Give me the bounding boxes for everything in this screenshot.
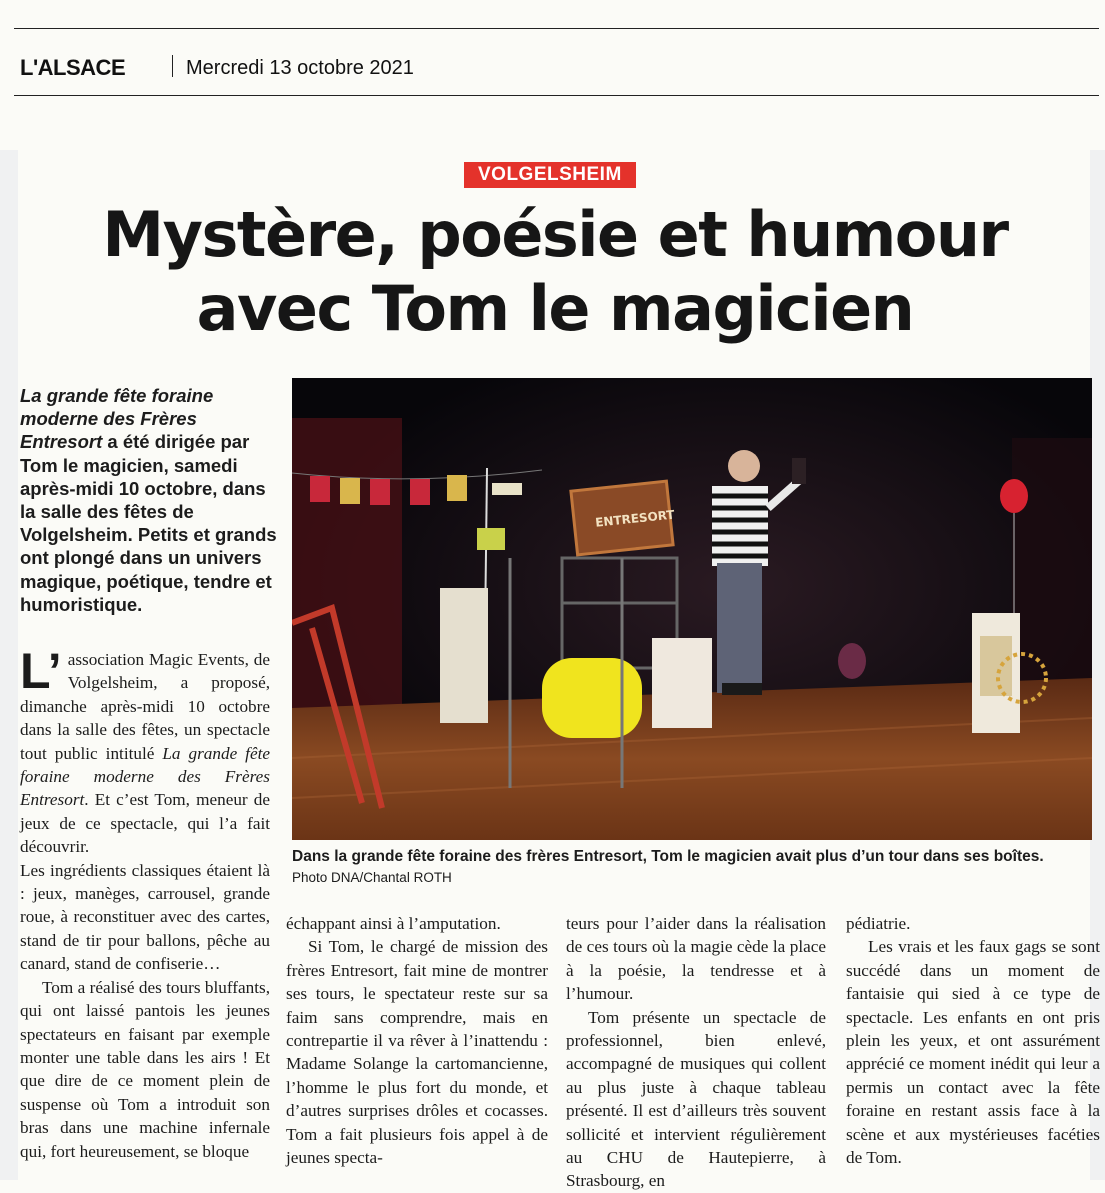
bleed-through-left <box>0 150 18 1180</box>
body-paragraph: Si Tom, le chargé de mission des frères Entresort, fait mine de montrer ses tours, le spectateur reste sur sa faim sans comprendre, mais en contrepartie il va rêver à l’inattendu : Madame Solange la cartomancienne, l’homme le plus fort du monde, et d’autres surprises drôles et cocasses. Tom a fait plusieurs fois appel à de jeunes specta- <box>286 937 548 1168</box>
photo-box-sign: ENTRESORT <box>594 507 676 530</box>
body-paragraph: Tom a réalisé des tours bluffants, qui ont laissé pantois les jeunes spectateurs en faisant par exemple monter une table dans les airs ! Et que dire de ce moment plein de suspense où Tom a introduit son bras dans une machine infernale qui, fort heureusement, se bloque <box>20 977 270 1161</box>
body-paragraph: Les ingrédients classiques étaient là : jeux, manèges, carrousel, grande roue, à reconstituer avec des cartes, stand de tir pour ballons, pêche au canard, stand de confiserie… <box>20 860 270 974</box>
body-paragraph: échappant ainsi à l’amputation. <box>286 914 501 933</box>
intro-text: a été dirigée par Tom le magicien, samedi après-midi 10 octobre, dans la salle des fêtes de Volgelsheim. Petits et grands ont plongé dans un univers magique, poétique, tendre et humoristique. <box>20 431 277 615</box>
section-kicker: VOLGELSHEIM <box>464 162 636 188</box>
body-paragraph: L’ association Magic Events, de Volgelsheim, a proposé, dimanche après-midi 10 octobre dans la salle des fêtes, un spectacle tout public intitulé La grande fête foraine moderne des Frères Entresort. Et c’est Tom, meneur de jeux de ce spectacle, qui l’a fait découvrir. <box>20 643 270 857</box>
drop-cap: L’ <box>20 643 62 699</box>
issue-date: Mercredi 13 octobre 2021 <box>186 57 414 79</box>
headline-line-1: Mystère, poésie et humour <box>102 198 1008 271</box>
stage-photo-illustration <box>292 378 1092 840</box>
masthead <box>14 28 1099 96</box>
headline-line-2: avec Tom le magicien <box>196 272 914 345</box>
body-column-2 <box>286 912 548 1169</box>
photo-caption <box>292 846 1082 888</box>
caption-text: Dans la grande fête foraine des frères Entresort, Tom le magicien avait plus d’un tour dans ses boîtes. <box>292 848 1044 865</box>
article-intro <box>20 384 282 616</box>
intro-title-italic: La grande fête foraine moderne des Frères Entresort <box>20 385 214 453</box>
body-paragraph: Tom présente un spectacle de professionnel, bien enlevé, accompagné de musiques qui collent au plus juste à chaque tableau présenté. Il est d’ailleurs très souvent sollicité et intervient régulièrement au CHU de Hautepierre, à Strasbourg, en <box>566 1007 826 1191</box>
body-column-3 <box>566 912 826 1193</box>
photo-credit: Photo DNA/Chantal ROTH <box>292 870 452 885</box>
body-column-1 <box>20 643 270 1163</box>
body-paragraph: teurs pour l’aider dans la réalisation de ces tours où la magie cède la place à la poésie, la tendresse et à l’humour. <box>566 914 826 1004</box>
body-paragraph: Les vrais et les faux gags se sont succédé dans un moment de fantaisie qui sied à ce type de spectacle. Les enfants en ont pris plein les yeux, et ont assurément apprécié ce moment inédit qui leur a permis un contact avec la fête foraine en restant assis face à la scène et aux mystérieuses facéties de Tom. <box>846 937 1100 1168</box>
article-headline <box>20 198 1090 346</box>
body-paragraph: pédiatrie. <box>846 914 911 933</box>
newspaper-logo: L'ALSACE <box>20 55 126 80</box>
body-column-4 <box>846 912 1100 1169</box>
masthead-separator <box>172 55 173 77</box>
article-photo <box>292 378 1092 840</box>
